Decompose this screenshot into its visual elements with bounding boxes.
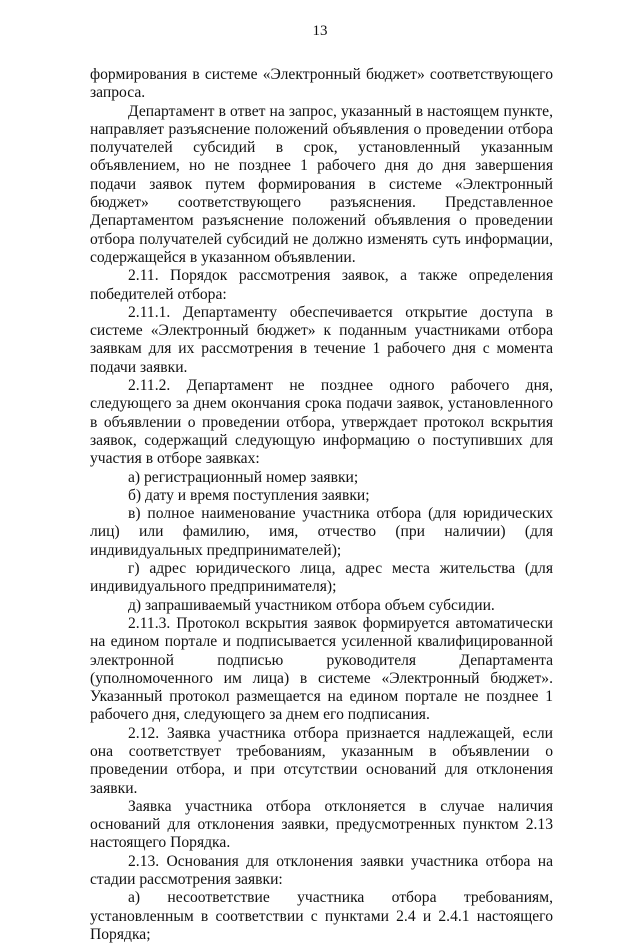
- list-item-2-13-a: а) несоответствие участника отбора требованиям, установленным в соответствии с пунктами 2.4 и 2.4.1 настоящего Порядка;: [90, 889, 553, 943]
- paragraph-2-11-1: 2.11.1. Департаменту обеспечивается открытие доступа в системе «Электронный бюджет» к поданным участниками отбора заявкам для их рассмотрения в течение 1 рабочего дня с момента подачи заявки.: [90, 303, 553, 376]
- paragraph-2-12: 2.12. Заявка участника отбора признается надлежащей, если она соответствует требованиям, указанным в объявлении о проведении отбора, и при отсутствии оснований для отклонения заявки.: [90, 724, 553, 797]
- page-number: 13: [312, 23, 328, 39]
- document-body: [90, 66, 553, 944]
- paragraph-continuation: формирования в системе «Электронный бюджет» соответствующего запроса.: [90, 66, 553, 102]
- paragraph-2-13: 2.13. Основания для отклонения заявки участника отбора на стадии рассмотрения заявки:: [90, 852, 553, 889]
- paragraph-rejection: Заявка участника отбора отклоняется в случае наличия оснований для отклонения заявки, предусмотренных пунктом 2.13 настоящего Порядка.: [90, 797, 553, 852]
- paragraph-2-11: 2.11. Порядок рассмотрения заявок, а также определения победителей отбора:: [90, 267, 553, 303]
- paragraph-clarification: Департамент в ответ на запрос, указанный в настоящем пункте, направляет разъяснение положений объявления о проведении отбора получателей субсидий в срок, установленный указанным объявлением, но не позднее 1 рабочего дня до дня завершения подачи заявок путем формирования в системе «Электронный бюджет» соответствующего разъяснения. Представленное Департаментом разъяснение положений объявления о проведении отбора получателей субсидий не должно изменять суть информации, содержащейся в указанном объявлении.: [90, 102, 553, 266]
- list-item-a: а) регистрационный номер заявки;: [128, 468, 359, 486]
- paragraph-2-11-2: 2.11.2. Департамент не позднее одного рабочего дня, следующего за днем окончания срока подачи заявок, установленного в объявлении о проведении отбора, утверждает протокол вскрытия заявок, содержащий следующую информацию о поступивших для участия в отборе заявках:: [90, 377, 553, 468]
- list-item-v: в) полное наименование участника отбора (для юридических лиц) или фамилию, имя, отчество (при наличии) (для индивидуальных предпринимателей);: [90, 505, 553, 559]
- list-item-d: д) запрашиваемый участником отбора объем субсидии.: [128, 596, 495, 614]
- list-item-b: б) дату и время поступления заявки;: [128, 486, 370, 504]
- list-item-g: г) адрес юридического лица, адрес места жительства (для индивидуального предпринимателя);: [90, 560, 553, 596]
- paragraph-2-11-3: 2.11.3. Протокол вскрытия заявок формируется автоматически на едином портале и подписывается усиленной квалифицированной электронной подписью руководителя Департамента (уполномоченного им лица) в системе «Электронный бюджет». Указанный протокол размещается на едином портале не позднее 1 рабочего дня, следующего за днем его подписания.: [90, 614, 553, 724]
